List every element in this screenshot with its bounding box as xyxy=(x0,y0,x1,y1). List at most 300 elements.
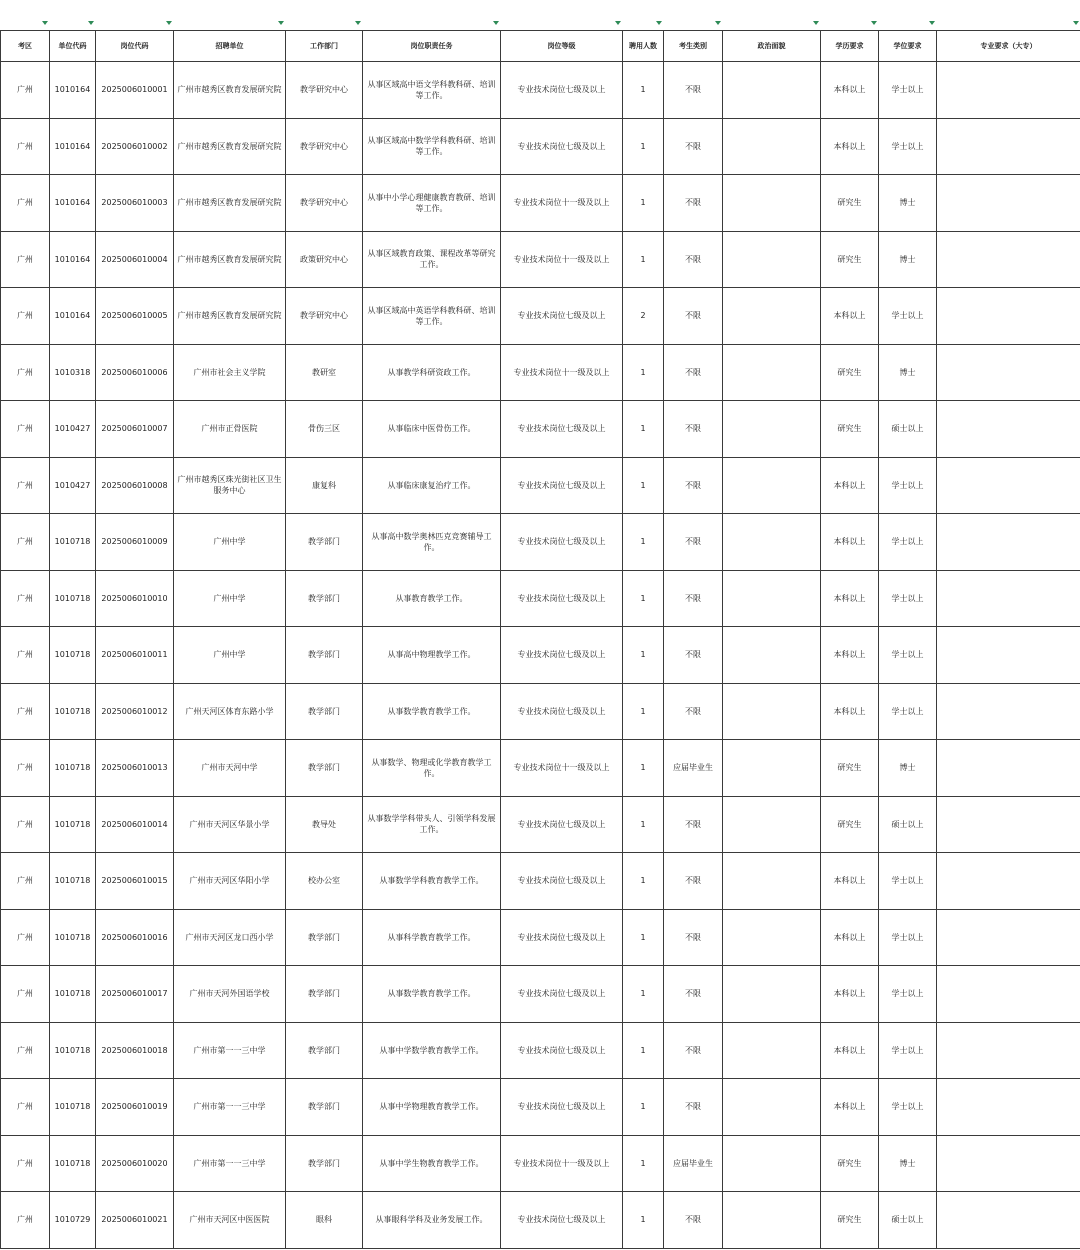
education-cell[interactable]: 研究生 xyxy=(821,231,879,288)
unit-code-cell[interactable]: 1010718 xyxy=(50,1079,96,1136)
degree-cell[interactable]: 博士 xyxy=(879,740,937,797)
headcount-cell[interactable]: 1 xyxy=(623,627,664,684)
political-status-cell[interactable] xyxy=(723,909,821,966)
education-cell[interactable]: 本科以上 xyxy=(821,1079,879,1136)
headcount-cell[interactable]: 1 xyxy=(623,231,664,288)
exam-area-cell[interactable]: 广州 xyxy=(1,740,50,797)
position-code-cell[interactable]: 2025006010008 xyxy=(96,457,174,514)
header-cell[interactable]: 考生类别 xyxy=(664,31,723,62)
position-code-cell[interactable]: 2025006010004 xyxy=(96,231,174,288)
position-level-cell[interactable]: 专业技术岗位七级及以上 xyxy=(501,514,623,571)
degree-cell[interactable]: 学士以上 xyxy=(879,1079,937,1136)
candidate-type-cell[interactable]: 不限 xyxy=(664,62,723,119)
department-cell[interactable]: 教学部门 xyxy=(286,1022,363,1079)
candidate-type-cell[interactable]: 应届毕业生 xyxy=(664,1135,723,1192)
employer-cell[interactable]: 广州市越秀区教育发展研究院 xyxy=(174,288,286,345)
major-cell[interactable] xyxy=(937,966,1080,1023)
duties-cell[interactable]: 从事数学教育教学工作。 xyxy=(363,966,501,1023)
candidate-type-cell[interactable]: 不限 xyxy=(664,853,723,910)
unit-code-cell[interactable]: 1010164 xyxy=(50,231,96,288)
filter-dropdown-icon[interactable] xyxy=(715,21,721,25)
filter-dropdown-icon[interactable] xyxy=(929,21,935,25)
employer-cell[interactable]: 广州市天河中学 xyxy=(174,740,286,797)
candidate-type-cell[interactable]: 不限 xyxy=(664,344,723,401)
position-level-cell[interactable]: 专业技术岗位十一级及以上 xyxy=(501,231,623,288)
filter-dropdown-icon[interactable] xyxy=(813,21,819,25)
degree-cell[interactable]: 硕士以上 xyxy=(879,1192,937,1249)
education-cell[interactable]: 本科以上 xyxy=(821,853,879,910)
position-code-cell[interactable]: 2025006010017 xyxy=(96,966,174,1023)
department-cell[interactable]: 眼科 xyxy=(286,1192,363,1249)
position-level-cell[interactable]: 专业技术岗位十一级及以上 xyxy=(501,1135,623,1192)
duties-cell[interactable]: 从事科学教育教学工作。 xyxy=(363,909,501,966)
header-cell[interactable]: 岗位职责任务 xyxy=(363,31,501,62)
exam-area-cell[interactable]: 广州 xyxy=(1,683,50,740)
position-level-cell[interactable]: 专业技术岗位七级及以上 xyxy=(501,118,623,175)
major-cell[interactable] xyxy=(937,627,1080,684)
education-cell[interactable]: 研究生 xyxy=(821,1135,879,1192)
department-cell[interactable]: 教学部门 xyxy=(286,514,363,571)
headcount-cell[interactable]: 1 xyxy=(623,401,664,458)
candidate-type-cell[interactable]: 不限 xyxy=(664,514,723,571)
degree-cell[interactable]: 学士以上 xyxy=(879,118,937,175)
header-cell[interactable]: 聘用人数 xyxy=(623,31,664,62)
candidate-type-cell[interactable]: 不限 xyxy=(664,966,723,1023)
headcount-cell[interactable]: 1 xyxy=(623,683,664,740)
major-cell[interactable] xyxy=(937,231,1080,288)
duties-cell[interactable]: 从事区域高中语文学科教科研、培训等工作。 xyxy=(363,62,501,119)
political-status-cell[interactable] xyxy=(723,966,821,1023)
major-cell[interactable] xyxy=(937,909,1080,966)
exam-area-cell[interactable]: 广州 xyxy=(1,231,50,288)
position-code-cell[interactable]: 2025006010016 xyxy=(96,909,174,966)
education-cell[interactable]: 研究生 xyxy=(821,740,879,797)
unit-code-cell[interactable]: 1010718 xyxy=(50,1022,96,1079)
education-cell[interactable]: 本科以上 xyxy=(821,118,879,175)
education-cell[interactable]: 本科以上 xyxy=(821,1022,879,1079)
department-cell[interactable]: 校办公室 xyxy=(286,853,363,910)
headcount-cell[interactable]: 1 xyxy=(623,175,664,232)
exam-area-cell[interactable]: 广州 xyxy=(1,457,50,514)
department-cell[interactable]: 教学部门 xyxy=(286,909,363,966)
duties-cell[interactable]: 从事临床康复治疗工作。 xyxy=(363,457,501,514)
headcount-cell[interactable]: 1 xyxy=(623,1022,664,1079)
education-cell[interactable]: 本科以上 xyxy=(821,570,879,627)
employer-cell[interactable]: 广州市越秀区教育发展研究院 xyxy=(174,231,286,288)
filter-dropdown-icon[interactable] xyxy=(871,21,877,25)
position-code-cell[interactable]: 2025006010006 xyxy=(96,344,174,401)
major-cell[interactable] xyxy=(937,570,1080,627)
education-cell[interactable]: 研究生 xyxy=(821,401,879,458)
filter-dropdown-icon[interactable] xyxy=(656,21,662,25)
department-cell[interactable]: 骨伤三区 xyxy=(286,401,363,458)
candidate-type-cell[interactable]: 不限 xyxy=(664,796,723,853)
degree-cell[interactable]: 学士以上 xyxy=(879,62,937,119)
table-row xyxy=(1,231,1080,288)
position-level-cell[interactable]: 专业技术岗位七级及以上 xyxy=(501,1192,623,1249)
headcount-cell[interactable]: 1 xyxy=(623,118,664,175)
header-cell[interactable]: 岗位等级 xyxy=(501,31,623,62)
employer-cell[interactable]: 广州市越秀区教育发展研究院 xyxy=(174,118,286,175)
political-status-cell[interactable] xyxy=(723,1079,821,1136)
candidate-type-cell[interactable]: 不限 xyxy=(664,909,723,966)
political-status-cell[interactable] xyxy=(723,344,821,401)
filter-dropdown-icon[interactable] xyxy=(615,21,621,25)
degree-cell[interactable]: 学士以上 xyxy=(879,288,937,345)
political-status-cell[interactable] xyxy=(723,853,821,910)
major-cell[interactable] xyxy=(937,796,1080,853)
duties-cell[interactable]: 从事区域教育政策、课程改革等研究工作。 xyxy=(363,231,501,288)
education-cell[interactable]: 本科以上 xyxy=(821,966,879,1023)
unit-code-cell[interactable]: 1010718 xyxy=(50,570,96,627)
political-status-cell[interactable] xyxy=(723,231,821,288)
position-level-cell[interactable]: 专业技术岗位七级及以上 xyxy=(501,570,623,627)
employer-cell[interactable]: 广州市天河外国语学校 xyxy=(174,966,286,1023)
filter-dropdown-icon[interactable] xyxy=(88,21,94,25)
employer-cell[interactable]: 广州中学 xyxy=(174,514,286,571)
position-level-cell[interactable]: 专业技术岗位七级及以上 xyxy=(501,853,623,910)
degree-cell[interactable]: 学士以上 xyxy=(879,909,937,966)
unit-code-cell[interactable]: 1010718 xyxy=(50,740,96,797)
position-code-cell[interactable]: 2025006010013 xyxy=(96,740,174,797)
major-cell[interactable] xyxy=(937,1192,1080,1249)
position-code-cell[interactable]: 2025006010010 xyxy=(96,570,174,627)
degree-cell[interactable]: 博士 xyxy=(879,231,937,288)
position-level-cell[interactable]: 专业技术岗位七级及以上 xyxy=(501,288,623,345)
filter-dropdown-icon[interactable] xyxy=(166,21,172,25)
major-cell[interactable] xyxy=(937,62,1080,119)
headcount-cell[interactable]: 1 xyxy=(623,909,664,966)
political-status-cell[interactable] xyxy=(723,1135,821,1192)
political-status-cell[interactable] xyxy=(723,1022,821,1079)
duties-cell[interactable]: 从事高中数学奥林匹克竞赛辅导工作。 xyxy=(363,514,501,571)
position-code-cell[interactable]: 2025006010014 xyxy=(96,796,174,853)
education-cell[interactable]: 研究生 xyxy=(821,1192,879,1249)
exam-area-cell[interactable]: 广州 xyxy=(1,909,50,966)
unit-code-cell[interactable]: 1010718 xyxy=(50,1135,96,1192)
position-code-cell[interactable]: 2025006010011 xyxy=(96,627,174,684)
exam-area-cell[interactable]: 广州 xyxy=(1,570,50,627)
header-cell[interactable]: 单位代码 xyxy=(50,31,96,62)
exam-area-cell[interactable]: 广州 xyxy=(1,62,50,119)
filter-dropdown-icon[interactable] xyxy=(355,21,361,25)
duties-cell[interactable]: 从事眼科学科及业务发展工作。 xyxy=(363,1192,501,1249)
department-cell[interactable]: 康复科 xyxy=(286,457,363,514)
exam-area-cell[interactable]: 广州 xyxy=(1,344,50,401)
filter-dropdown-icon[interactable] xyxy=(278,21,284,25)
position-level-cell[interactable]: 专业技术岗位十一级及以上 xyxy=(501,740,623,797)
exam-area-cell[interactable]: 广州 xyxy=(1,1022,50,1079)
candidate-type-cell[interactable]: 不限 xyxy=(664,175,723,232)
position-level-cell[interactable]: 专业技术岗位七级及以上 xyxy=(501,909,623,966)
headcount-cell[interactable]: 1 xyxy=(623,514,664,571)
major-cell[interactable] xyxy=(937,1022,1080,1079)
exam-area-cell[interactable]: 广州 xyxy=(1,401,50,458)
candidate-type-cell[interactable]: 不限 xyxy=(664,683,723,740)
major-cell[interactable] xyxy=(937,740,1080,797)
education-cell[interactable]: 本科以上 xyxy=(821,288,879,345)
degree-cell[interactable]: 学士以上 xyxy=(879,853,937,910)
position-code-cell[interactable]: 2025006010020 xyxy=(96,1135,174,1192)
education-cell[interactable]: 研究生 xyxy=(821,175,879,232)
duties-cell[interactable]: 从事中小学心理健康教育教研、培训等工作。 xyxy=(363,175,501,232)
position-code-cell[interactable]: 2025006010009 xyxy=(96,514,174,571)
department-cell[interactable]: 教学部门 xyxy=(286,966,363,1023)
unit-code-cell[interactable]: 1010427 xyxy=(50,457,96,514)
department-cell[interactable]: 教学部门 xyxy=(286,1135,363,1192)
unit-code-cell[interactable]: 1010164 xyxy=(50,288,96,345)
duties-cell[interactable]: 从事教育教学工作。 xyxy=(363,570,501,627)
unit-code-cell[interactable]: 1010718 xyxy=(50,627,96,684)
degree-cell[interactable]: 博士 xyxy=(879,344,937,401)
department-cell[interactable]: 教学研究中心 xyxy=(286,62,363,119)
duties-cell[interactable]: 从事高中物理教学工作。 xyxy=(363,627,501,684)
unit-code-cell[interactable]: 1010164 xyxy=(50,62,96,119)
duties-cell[interactable]: 从事数学、物理或化学教育教学工作。 xyxy=(363,740,501,797)
department-cell[interactable]: 教学部门 xyxy=(286,740,363,797)
department-cell[interactable]: 政策研究中心 xyxy=(286,231,363,288)
department-cell[interactable]: 教学研究中心 xyxy=(286,175,363,232)
unit-code-cell[interactable]: 1010718 xyxy=(50,796,96,853)
education-cell[interactable]: 本科以上 xyxy=(821,62,879,119)
employer-cell[interactable]: 广州天河区体育东路小学 xyxy=(174,683,286,740)
major-cell[interactable] xyxy=(937,457,1080,514)
degree-cell[interactable]: 学士以上 xyxy=(879,1022,937,1079)
degree-cell[interactable]: 硕士以上 xyxy=(879,401,937,458)
unit-code-cell[interactable]: 1010718 xyxy=(50,683,96,740)
position-level-cell[interactable]: 专业技术岗位七级及以上 xyxy=(501,62,623,119)
major-cell[interactable] xyxy=(937,1135,1080,1192)
unit-code-cell[interactable]: 1010718 xyxy=(50,966,96,1023)
candidate-type-cell[interactable]: 应届毕业生 xyxy=(664,740,723,797)
unit-code-cell[interactable]: 1010427 xyxy=(50,401,96,458)
position-code-cell[interactable]: 2025006010018 xyxy=(96,1022,174,1079)
position-code-cell[interactable]: 2025006010003 xyxy=(96,175,174,232)
candidate-type-cell[interactable]: 不限 xyxy=(664,1192,723,1249)
duties-cell[interactable]: 从事中学生物教育教学工作。 xyxy=(363,1135,501,1192)
employer-cell[interactable]: 广州市第一一三中学 xyxy=(174,1022,286,1079)
candidate-type-cell[interactable]: 不限 xyxy=(664,627,723,684)
candidate-type-cell[interactable]: 不限 xyxy=(664,570,723,627)
headcount-cell[interactable]: 1 xyxy=(623,62,664,119)
exam-area-cell[interactable]: 广州 xyxy=(1,966,50,1023)
exam-area-cell[interactable]: 广州 xyxy=(1,118,50,175)
headcount-cell[interactable]: 1 xyxy=(623,570,664,627)
political-status-cell[interactable] xyxy=(723,1192,821,1249)
position-code-cell[interactable]: 2025006010002 xyxy=(96,118,174,175)
degree-cell[interactable]: 学士以上 xyxy=(879,966,937,1023)
exam-area-cell[interactable]: 广州 xyxy=(1,175,50,232)
header-cell[interactable]: 专业要求（大专） xyxy=(937,31,1080,62)
education-cell[interactable]: 本科以上 xyxy=(821,457,879,514)
major-cell[interactable] xyxy=(937,118,1080,175)
header-cell[interactable]: 学位要求 xyxy=(879,31,937,62)
position-level-cell[interactable]: 专业技术岗位七级及以上 xyxy=(501,457,623,514)
degree-cell[interactable]: 博士 xyxy=(879,175,937,232)
unit-code-cell[interactable]: 1010718 xyxy=(50,909,96,966)
header-cell[interactable]: 政治面貌 xyxy=(723,31,821,62)
position-level-cell[interactable]: 专业技术岗位七级及以上 xyxy=(501,401,623,458)
employer-cell[interactable]: 广州市第一一三中学 xyxy=(174,1079,286,1136)
major-cell[interactable] xyxy=(937,401,1080,458)
headcount-cell[interactable]: 2 xyxy=(623,288,664,345)
major-cell[interactable] xyxy=(937,344,1080,401)
position-code-cell[interactable]: 2025006010001 xyxy=(96,62,174,119)
unit-code-cell[interactable]: 1010318 xyxy=(50,344,96,401)
duties-cell[interactable]: 从事教学科研资政工作。 xyxy=(363,344,501,401)
position-code-cell[interactable]: 2025006010012 xyxy=(96,683,174,740)
major-cell[interactable] xyxy=(937,853,1080,910)
duties-cell[interactable]: 从事数学教育教学工作。 xyxy=(363,683,501,740)
header-cell[interactable]: 考区 xyxy=(1,31,50,62)
headcount-cell[interactable]: 1 xyxy=(623,966,664,1023)
employer-cell[interactable]: 广州中学 xyxy=(174,570,286,627)
filter-dropdown-icon[interactable] xyxy=(493,21,499,25)
political-status-cell[interactable] xyxy=(723,288,821,345)
duties-cell[interactable]: 从事区域高中数学学科教科研、培训等工作。 xyxy=(363,118,501,175)
headcount-cell[interactable]: 1 xyxy=(623,740,664,797)
employer-cell[interactable]: 广州市正骨医院 xyxy=(174,401,286,458)
headcount-cell[interactable]: 1 xyxy=(623,1135,664,1192)
headcount-cell[interactable]: 1 xyxy=(623,796,664,853)
department-cell[interactable]: 教导处 xyxy=(286,796,363,853)
exam-area-cell[interactable]: 广州 xyxy=(1,1135,50,1192)
filter-dropdown-icon[interactable] xyxy=(1073,21,1079,25)
education-cell[interactable]: 本科以上 xyxy=(821,514,879,571)
employer-cell[interactable]: 广州市天河区华阳小学 xyxy=(174,853,286,910)
political-status-cell[interactable] xyxy=(723,175,821,232)
header-cell[interactable]: 招聘单位 xyxy=(174,31,286,62)
header-cell[interactable]: 工作部门 xyxy=(286,31,363,62)
position-code-cell[interactable]: 2025006010015 xyxy=(96,853,174,910)
employer-cell[interactable]: 广州市天河区龙口西小学 xyxy=(174,909,286,966)
political-status-cell[interactable] xyxy=(723,570,821,627)
political-status-cell[interactable] xyxy=(723,740,821,797)
candidate-type-cell[interactable]: 不限 xyxy=(664,1079,723,1136)
department-cell[interactable]: 教学研究中心 xyxy=(286,288,363,345)
department-cell[interactable]: 教学部门 xyxy=(286,683,363,740)
department-cell[interactable]: 教研室 xyxy=(286,344,363,401)
position-level-cell[interactable]: 专业技术岗位七级及以上 xyxy=(501,683,623,740)
duties-cell[interactable]: 从事中学数学教育教学工作。 xyxy=(363,1022,501,1079)
position-code-cell[interactable]: 2025006010021 xyxy=(96,1192,174,1249)
duties-cell[interactable]: 从事临床中医骨伤工作。 xyxy=(363,401,501,458)
unit-code-cell[interactable]: 1010718 xyxy=(50,514,96,571)
degree-cell[interactable]: 学士以上 xyxy=(879,627,937,684)
political-status-cell[interactable] xyxy=(723,457,821,514)
headcount-cell[interactable]: 1 xyxy=(623,1192,664,1249)
exam-area-cell[interactable]: 广州 xyxy=(1,514,50,571)
degree-cell[interactable]: 学士以上 xyxy=(879,514,937,571)
position-code-cell[interactable]: 2025006010019 xyxy=(96,1079,174,1136)
exam-area-cell[interactable]: 广州 xyxy=(1,853,50,910)
employer-cell[interactable]: 广州市第一一三中学 xyxy=(174,1135,286,1192)
duties-cell[interactable]: 从事数学学科带头人、引领学科发展工作。 xyxy=(363,796,501,853)
major-cell[interactable] xyxy=(937,175,1080,232)
employer-cell[interactable]: 广州市越秀区教育发展研究院 xyxy=(174,62,286,119)
education-cell[interactable]: 研究生 xyxy=(821,344,879,401)
department-cell[interactable]: 教学部门 xyxy=(286,627,363,684)
education-cell[interactable]: 本科以上 xyxy=(821,627,879,684)
headcount-cell[interactable]: 1 xyxy=(623,853,664,910)
political-status-cell[interactable] xyxy=(723,62,821,119)
duties-cell[interactable]: 从事中学物理教育教学工作。 xyxy=(363,1079,501,1136)
position-level-cell[interactable]: 专业技术岗位十一级及以上 xyxy=(501,175,623,232)
political-status-cell[interactable] xyxy=(723,401,821,458)
duties-cell[interactable]: 从事区域高中英语学科教科研、培训等工作。 xyxy=(363,288,501,345)
degree-cell[interactable]: 学士以上 xyxy=(879,683,937,740)
department-cell[interactable]: 教学部门 xyxy=(286,1079,363,1136)
degree-cell[interactable]: 学士以上 xyxy=(879,457,937,514)
position-code-cell[interactable]: 2025006010007 xyxy=(96,401,174,458)
header-cell[interactable]: 岗位代码 xyxy=(96,31,174,62)
department-cell[interactable]: 教学部门 xyxy=(286,570,363,627)
degree-cell[interactable]: 博士 xyxy=(879,1135,937,1192)
employer-cell[interactable]: 广州市天河区中医医院 xyxy=(174,1192,286,1249)
exam-area-cell[interactable]: 广州 xyxy=(1,288,50,345)
education-cell[interactable]: 本科以上 xyxy=(821,909,879,966)
candidate-type-cell[interactable]: 不限 xyxy=(664,231,723,288)
exam-area-cell[interactable]: 广州 xyxy=(1,1192,50,1249)
candidate-type-cell[interactable]: 不限 xyxy=(664,457,723,514)
degree-cell[interactable]: 硕士以上 xyxy=(879,796,937,853)
unit-code-cell[interactable]: 1010164 xyxy=(50,118,96,175)
position-level-cell[interactable]: 专业技术岗位七级及以上 xyxy=(501,1022,623,1079)
employer-cell[interactable]: 广州市社会主义学院 xyxy=(174,344,286,401)
position-code-cell[interactable]: 2025006010005 xyxy=(96,288,174,345)
position-level-cell[interactable]: 专业技术岗位七级及以上 xyxy=(501,627,623,684)
position-level-cell[interactable]: 专业技术岗位十一级及以上 xyxy=(501,344,623,401)
headcount-cell[interactable]: 1 xyxy=(623,457,664,514)
political-status-cell[interactable] xyxy=(723,118,821,175)
political-status-cell[interactable] xyxy=(723,683,821,740)
education-cell[interactable]: 本科以上 xyxy=(821,683,879,740)
candidate-type-cell[interactable]: 不限 xyxy=(664,118,723,175)
headcount-cell[interactable]: 1 xyxy=(623,1079,664,1136)
major-cell[interactable] xyxy=(937,514,1080,571)
header-cell[interactable]: 学历要求 xyxy=(821,31,879,62)
employer-cell[interactable]: 广州中学 xyxy=(174,627,286,684)
employer-cell[interactable]: 广州市越秀区教育发展研究院 xyxy=(174,175,286,232)
candidate-type-cell[interactable]: 不限 xyxy=(664,1022,723,1079)
major-cell[interactable] xyxy=(937,683,1080,740)
candidate-type-cell[interactable]: 不限 xyxy=(664,288,723,345)
position-level-cell[interactable]: 专业技术岗位七级及以上 xyxy=(501,796,623,853)
exam-area-cell[interactable]: 广州 xyxy=(1,627,50,684)
employer-cell[interactable]: 广州市天河区华景小学 xyxy=(174,796,286,853)
political-status-cell[interactable] xyxy=(723,796,821,853)
unit-code-cell[interactable]: 1010729 xyxy=(50,1192,96,1249)
department-cell[interactable]: 教学研究中心 xyxy=(286,118,363,175)
unit-code-cell[interactable]: 1010718 xyxy=(50,853,96,910)
major-cell[interactable] xyxy=(937,288,1080,345)
filter-dropdown-icon[interactable] xyxy=(42,21,48,25)
exam-area-cell[interactable]: 广州 xyxy=(1,796,50,853)
duties-cell[interactable]: 从事数学学科教育教学工作。 xyxy=(363,853,501,910)
political-status-cell[interactable] xyxy=(723,627,821,684)
education-cell[interactable]: 研究生 xyxy=(821,796,879,853)
employer-cell[interactable]: 广州市越秀区珠光街社区卫生服务中心 xyxy=(174,457,286,514)
position-level-cell[interactable]: 专业技术岗位七级及以上 xyxy=(501,966,623,1023)
position-level-cell[interactable]: 专业技术岗位七级及以上 xyxy=(501,1079,623,1136)
political-status-cell[interactable] xyxy=(723,514,821,571)
candidate-type-cell[interactable]: 不限 xyxy=(664,401,723,458)
degree-cell[interactable]: 学士以上 xyxy=(879,570,937,627)
headcount-cell[interactable]: 1 xyxy=(623,344,664,401)
exam-area-cell[interactable]: 广州 xyxy=(1,1079,50,1136)
unit-code-cell[interactable]: 1010164 xyxy=(50,175,96,232)
major-cell[interactable] xyxy=(937,1079,1080,1136)
